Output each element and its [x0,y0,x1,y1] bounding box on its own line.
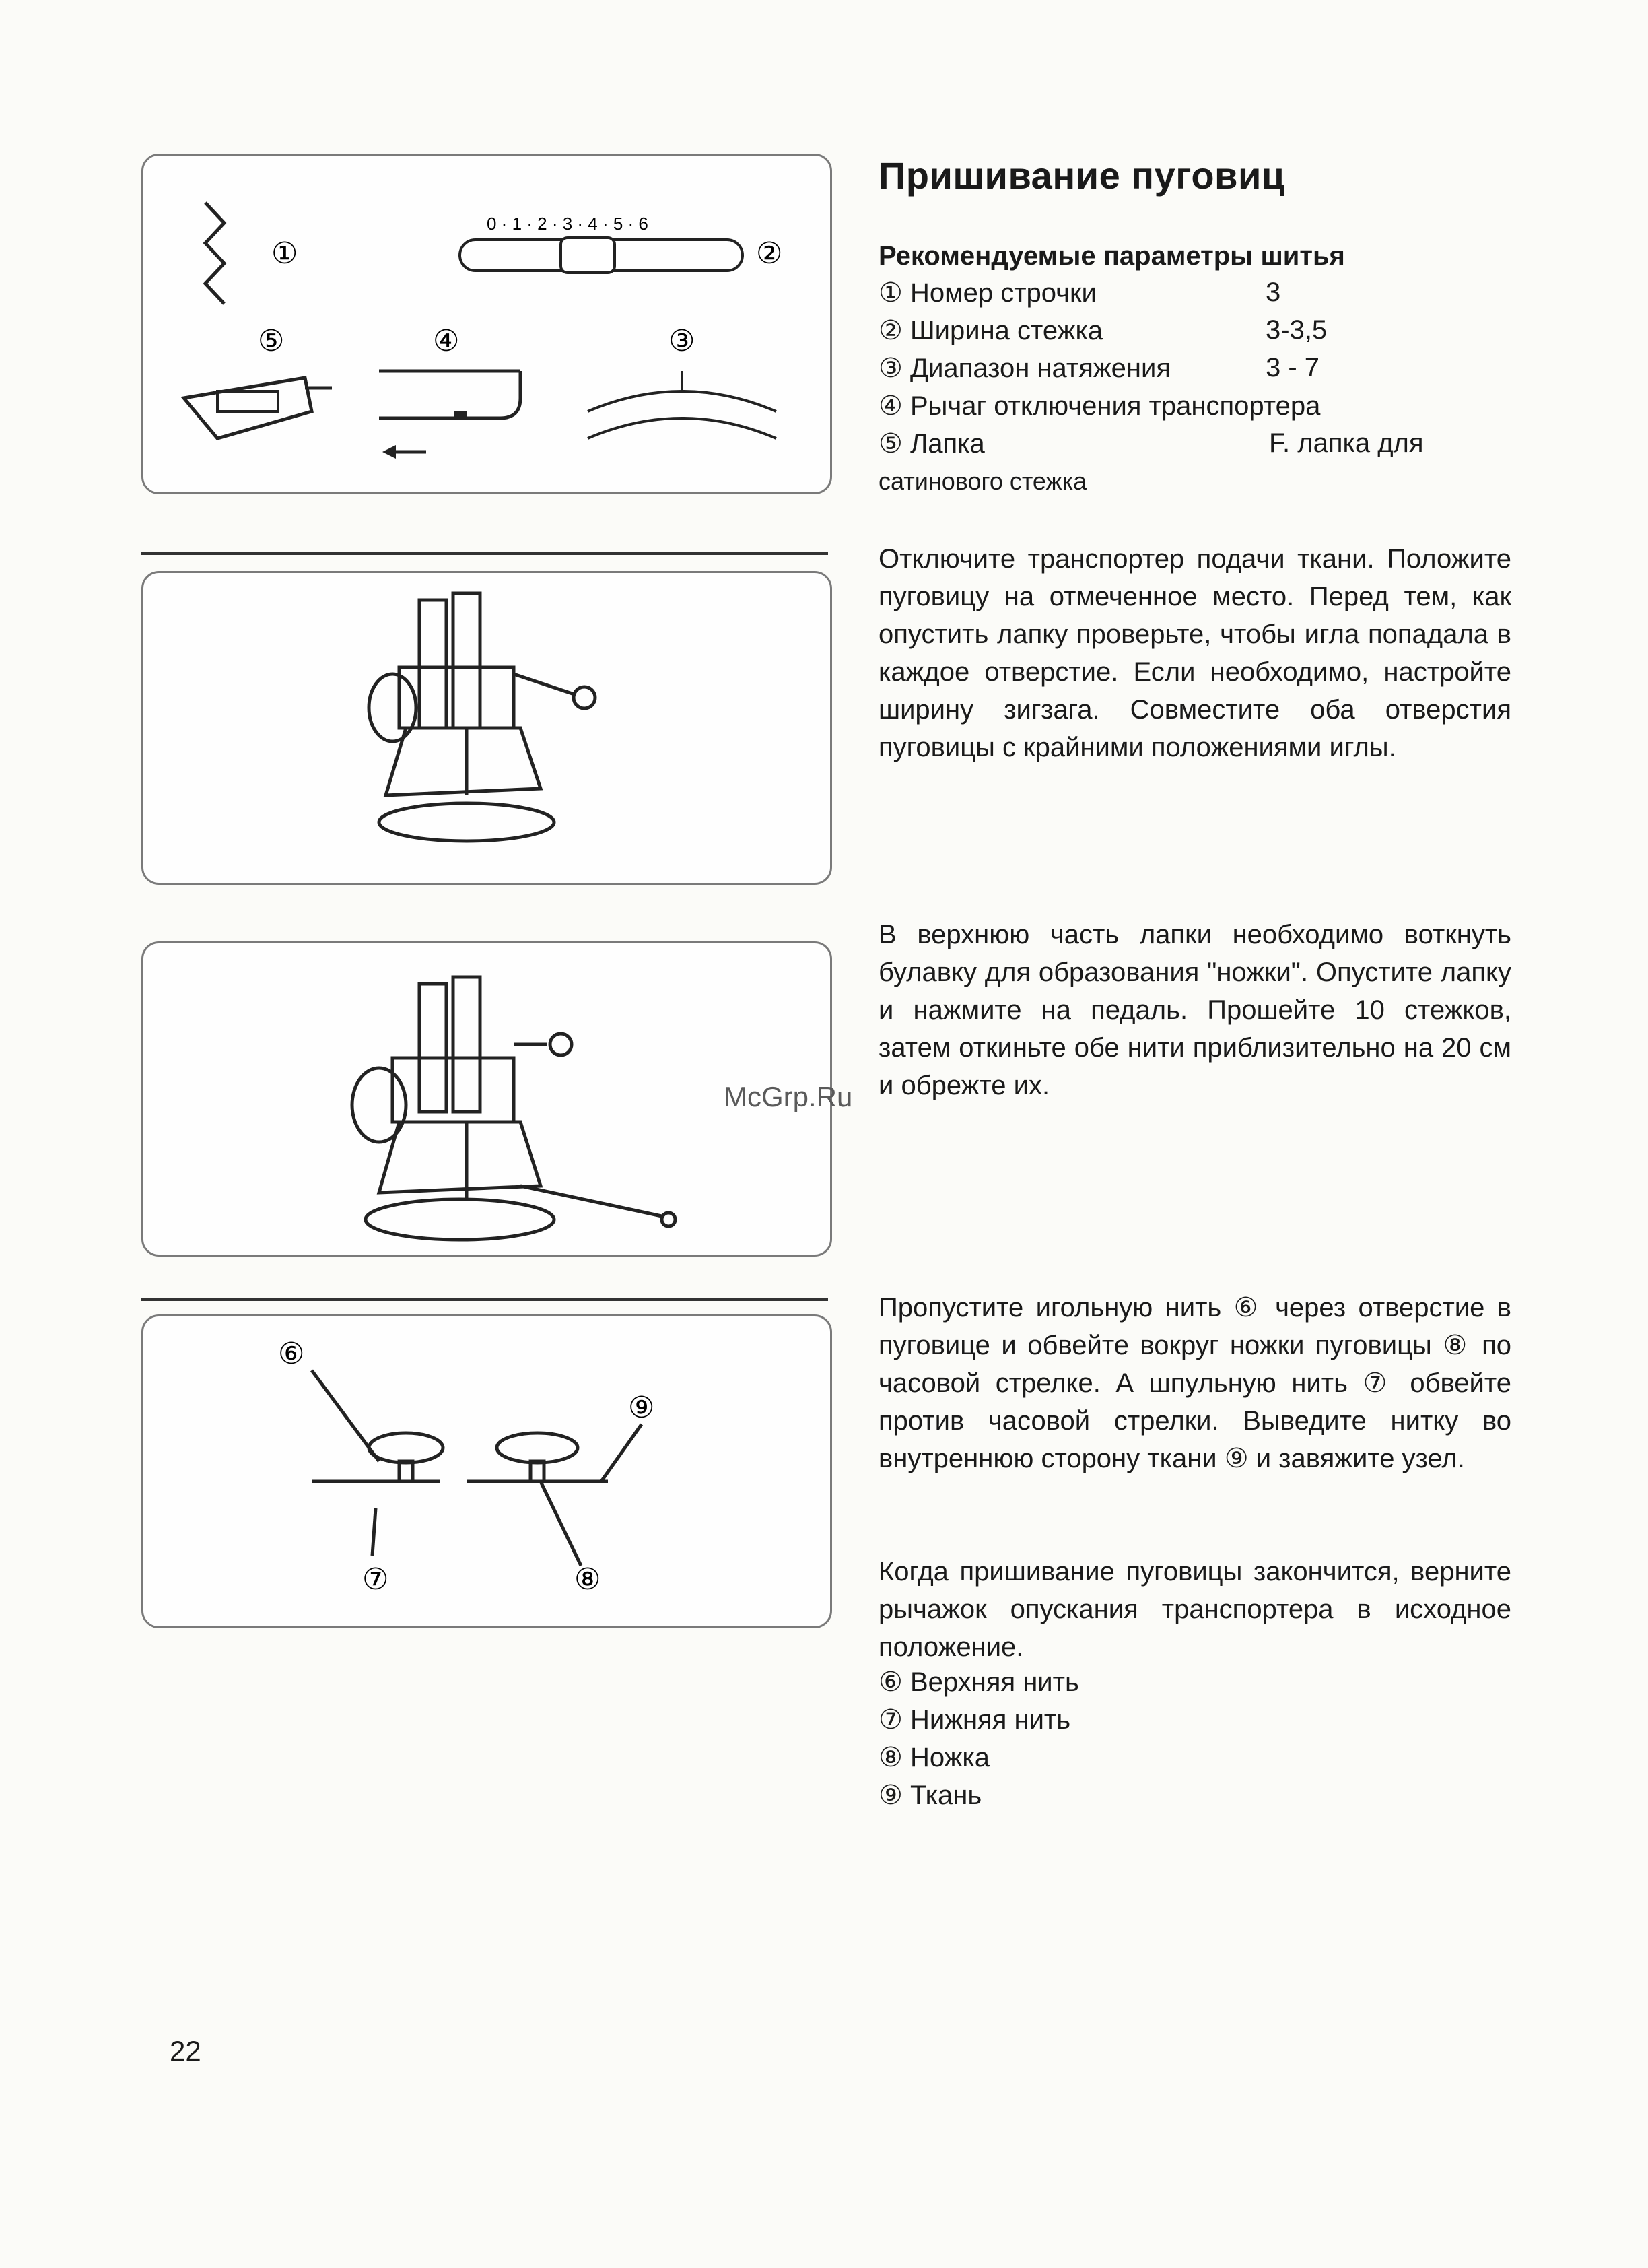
legend-item: ⑦ Нижняя нить [879,1705,1071,1735]
settings-heading: Рекомендуемые параметры шитья [879,241,1345,271]
marker-7: ⑦ [362,1563,389,1596]
marker-4: ④ [433,325,460,358]
setting-row [879,315,1328,346]
paragraph-disable-feed: Отключите транспортер подачи ткани. Положите пуговицу на отмеченное место. Перед тем, как опустить лапку проверьте, чтобы игла попадала в каждое отверстие. Если необходимо, настройте ширину зигзага. Совместите оба отверстия пуговицы с крайними положениями иглы. [879,544,1511,762]
setting-label: ② Ширина стежка [879,316,1103,345]
marker-2: ② [756,237,783,270]
setting-value: 3-3,5 [1266,315,1328,345]
satin-foot-icon [184,378,332,438]
legend-item: ⑥ Верхняя нить [879,1667,1079,1697]
width-slider-knob [561,238,615,273]
presser-foot-diagram-1 [143,573,830,883]
tension-dial-icon [588,371,776,438]
setting-value: 3 [1266,277,1281,307]
show-through-text [512,532,815,566]
setting-value: 3 - 7 [1266,353,1320,382]
paragraph-wrap-thread: Пропустите игольную нить ⑥ через отверстие в пуговице и обвейте вокруг ножки пуговицы ⑧ по часовой стрелке. А шпульную нить ⑦ обвейте против часовой стрелки. Выведите нитку во внутреннюю сторону ткани ⑨ и завяжите узел. [879,1293,1511,1473]
setting-row [879,391,1320,422]
marker-8: ⑧ [574,1563,601,1596]
setting-row [879,277,1281,308]
setting-label: ① Номер строчки [879,278,1097,308]
setting-row [879,428,1424,459]
setting-row [879,353,1320,384]
feed-dog-lever-icon [379,371,520,459]
setting-label: ⑤ Лапка [879,429,985,459]
paragraph-finish: Когда пришивание пуговицы закончится, верните рычажок опускания транспортера в исходное положение. [879,1557,1511,1662]
marker-1: ① [271,237,298,270]
divider-2 [141,1298,828,1301]
settings-diagram [143,156,830,492]
setting-value: F. лапка для [1269,428,1424,458]
button-thread-diagram [143,1316,830,1626]
legend-item: ⑨ Ткань [879,1780,982,1810]
page-title: Пришивание пуговиц [879,154,1285,197]
figure-settings-panel [141,154,832,494]
setting-label: ④ Рычаг отключения транспортера [879,391,1321,421]
divider-1 [141,552,828,555]
zigzag-stitch-icon [205,203,224,304]
legend-item: ⑧ Ножка [879,1743,990,1772]
watermark: McGrp.Ru [724,1081,853,1112]
paragraph-pin-shank: В верхнюю часть лапки необходимо воткнуть булавку для образования "ножки". Опустите лапку и нажмите на педаль. Прошейте 10 стежков, затем откиньте обе нити приблизительно на 20 см и обрежте их. [879,920,1511,1100]
marker-9: ⑨ [628,1391,655,1424]
figure-foot-panel-1 [141,571,832,885]
setting-label: ③ Диапазон натяжения [879,354,1171,383]
marker-6: ⑥ [278,1337,305,1370]
page-number: 22 [170,2035,201,2067]
foot-continuation: сатинового стежка [879,467,1087,495]
marker-3: ③ [668,325,695,358]
figure-button-panel [141,1314,832,1628]
width-scale-label: 0 · 1 · 2 · 3 · 4 · 5 · 6 [487,213,648,234]
marker-5: ⑤ [258,325,285,358]
